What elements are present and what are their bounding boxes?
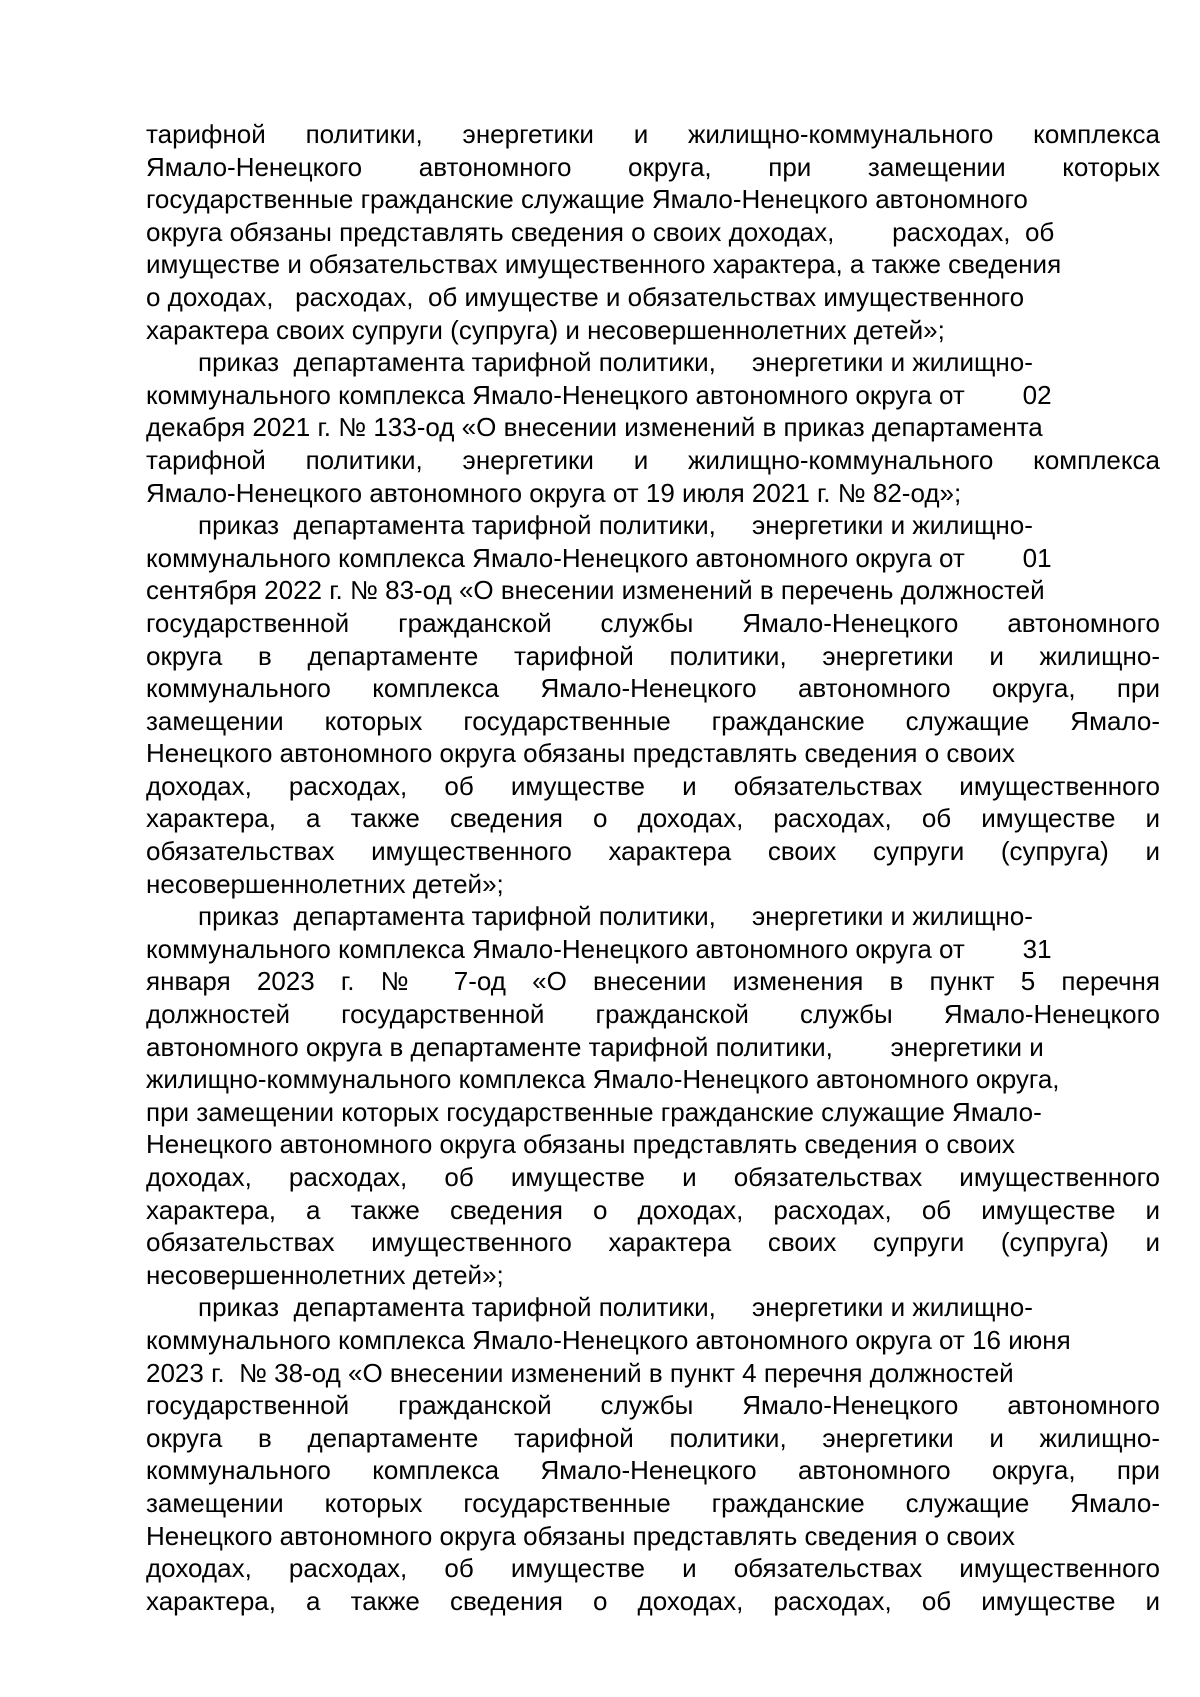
text-line: коммунального комплекса Ямало-Ненецкого автономного округа, при	[146, 1455, 1160, 1486]
text-line: приказ департамента тарифной политики, энергетики и жилищно-	[198, 1292, 1033, 1323]
text-line: замещении которых государственные гражданские служащие Ямало-	[146, 1487, 1160, 1518]
document-page	[146, 118, 1160, 1617]
text-line: приказ департамента тарифной политики, энергетики и жилищно-	[198, 347, 1033, 378]
text-line: характера своих супруги (супруга) и несовершеннолетних детей»;	[146, 314, 945, 345]
text-line: января 2023 г. № 7-од «О внесении изменения в пункт 5 перечня	[146, 966, 1160, 997]
text-line: должностей государственной гражданской службы Ямало-Ненецкого	[146, 999, 1160, 1030]
text-line: приказ департамента тарифной политики, энергетики и жилищно-	[198, 510, 1033, 541]
text-line: характера, а также сведения о доходах, расходах, об имуществе и	[146, 1585, 1160, 1616]
text-line: обязательствах имущественного характера своих супруги (супруга) и	[146, 1227, 1160, 1258]
text-line: жилищно-коммунального комплекса Ямало-Ненецкого автономного округа,	[146, 1064, 1060, 1095]
text-line: 2023 г. № 38-од «О внесении изменений в пункт 4 перечня должностей	[146, 1357, 1014, 1388]
text-line: о доходах, расходах, об имуществе и обязательствах имущественного	[146, 281, 1025, 312]
text-line: сентября 2022 г. № 83-од «О внесении изменений в перечень должностей	[146, 575, 1045, 606]
text-line: доходах, расходах, об имуществе и обязательствах имущественного	[146, 1553, 1160, 1584]
text-line: Ямало-Ненецкого автономного округа, при замещении которых	[146, 151, 1160, 182]
text-line: замещении которых государственные гражданские служащие Ямало-	[146, 705, 1160, 736]
text-line: Ненецкого автономного округа обязаны представлять сведения о своих	[146, 1520, 1015, 1551]
text-line: тарифной политики, энергетики и жилищно-коммунального комплекса	[146, 119, 1160, 149]
text-line: автономного округа в департаменте тарифной политики, энергетики и	[146, 1031, 1044, 1062]
text-line: характера, а также сведения о доходах, расходах, об имуществе и	[146, 1194, 1160, 1225]
text-line: приказ департамента тарифной политики, энергетики и жилищно-	[198, 901, 1033, 932]
text-line: коммунального комплекса Ямало-Ненецкого автономного округа от 01	[146, 542, 1052, 573]
text-line: округа обязаны представлять сведения о своих доходах, расходах, об	[146, 216, 1055, 247]
text-line: характера, а также сведения о доходах, расходах, об имуществе и	[146, 803, 1160, 834]
text-line: доходах, расходах, об имуществе и обязательствах имущественного	[146, 770, 1160, 801]
text-line: имуществе и обязательствах имущественного характера, а также сведения	[146, 249, 1062, 280]
text-line: Ямало-Ненецкого автономного округа от 19 июля 2021 г. № 82-од»;	[146, 477, 962, 508]
text-line: несовершеннолетних детей»;	[146, 1259, 504, 1290]
text-line: тарифной политики, энергетики и жилищно-коммунального комплекса	[146, 444, 1160, 475]
text-line: несовершеннолетних детей»;	[146, 868, 504, 899]
text-line: при замещении которых государственные гражданские служащие Ямало-	[146, 1096, 1042, 1127]
text-line: доходах, расходах, об имуществе и обязательствах имущественного	[146, 1162, 1160, 1192]
text-line: коммунального комплекса Ямало-Ненецкого автономного округа от 16 июня	[146, 1324, 1071, 1355]
text-line: декабря 2021 г. № 133-од «О внесении изменений в приказ департамента	[146, 412, 1043, 443]
text-line: коммунального комплекса Ямало-Ненецкого автономного округа от 31	[146, 933, 1052, 964]
text-line: Ненецкого автономного округа обязаны представлять сведения о своих	[146, 738, 1015, 769]
text-line: коммунального комплекса Ямало-Ненецкого автономного округа, при	[146, 673, 1160, 704]
text-line: обязательствах имущественного характера своих супруги (супруга) и	[146, 836, 1160, 867]
text-line: государственной гражданской службы Ямало-Ненецкого автономного	[146, 607, 1160, 638]
text-line: государственные гражданские служащие Ямало-Ненецкого автономного	[146, 184, 1028, 215]
text-line: государственной гражданской службы Ямало-Ненецкого автономного	[146, 1390, 1160, 1421]
text-line: Ненецкого автономного округа обязаны представлять сведения о своих	[146, 1129, 1015, 1160]
text-line: округа в департаменте тарифной политики, энергетики и жилищно-	[146, 640, 1160, 671]
text-line: округа в департаменте тарифной политики, энергетики и жилищно-	[146, 1422, 1160, 1453]
text-line: коммунального комплекса Ямало-Ненецкого автономного округа от 02	[146, 379, 1052, 410]
